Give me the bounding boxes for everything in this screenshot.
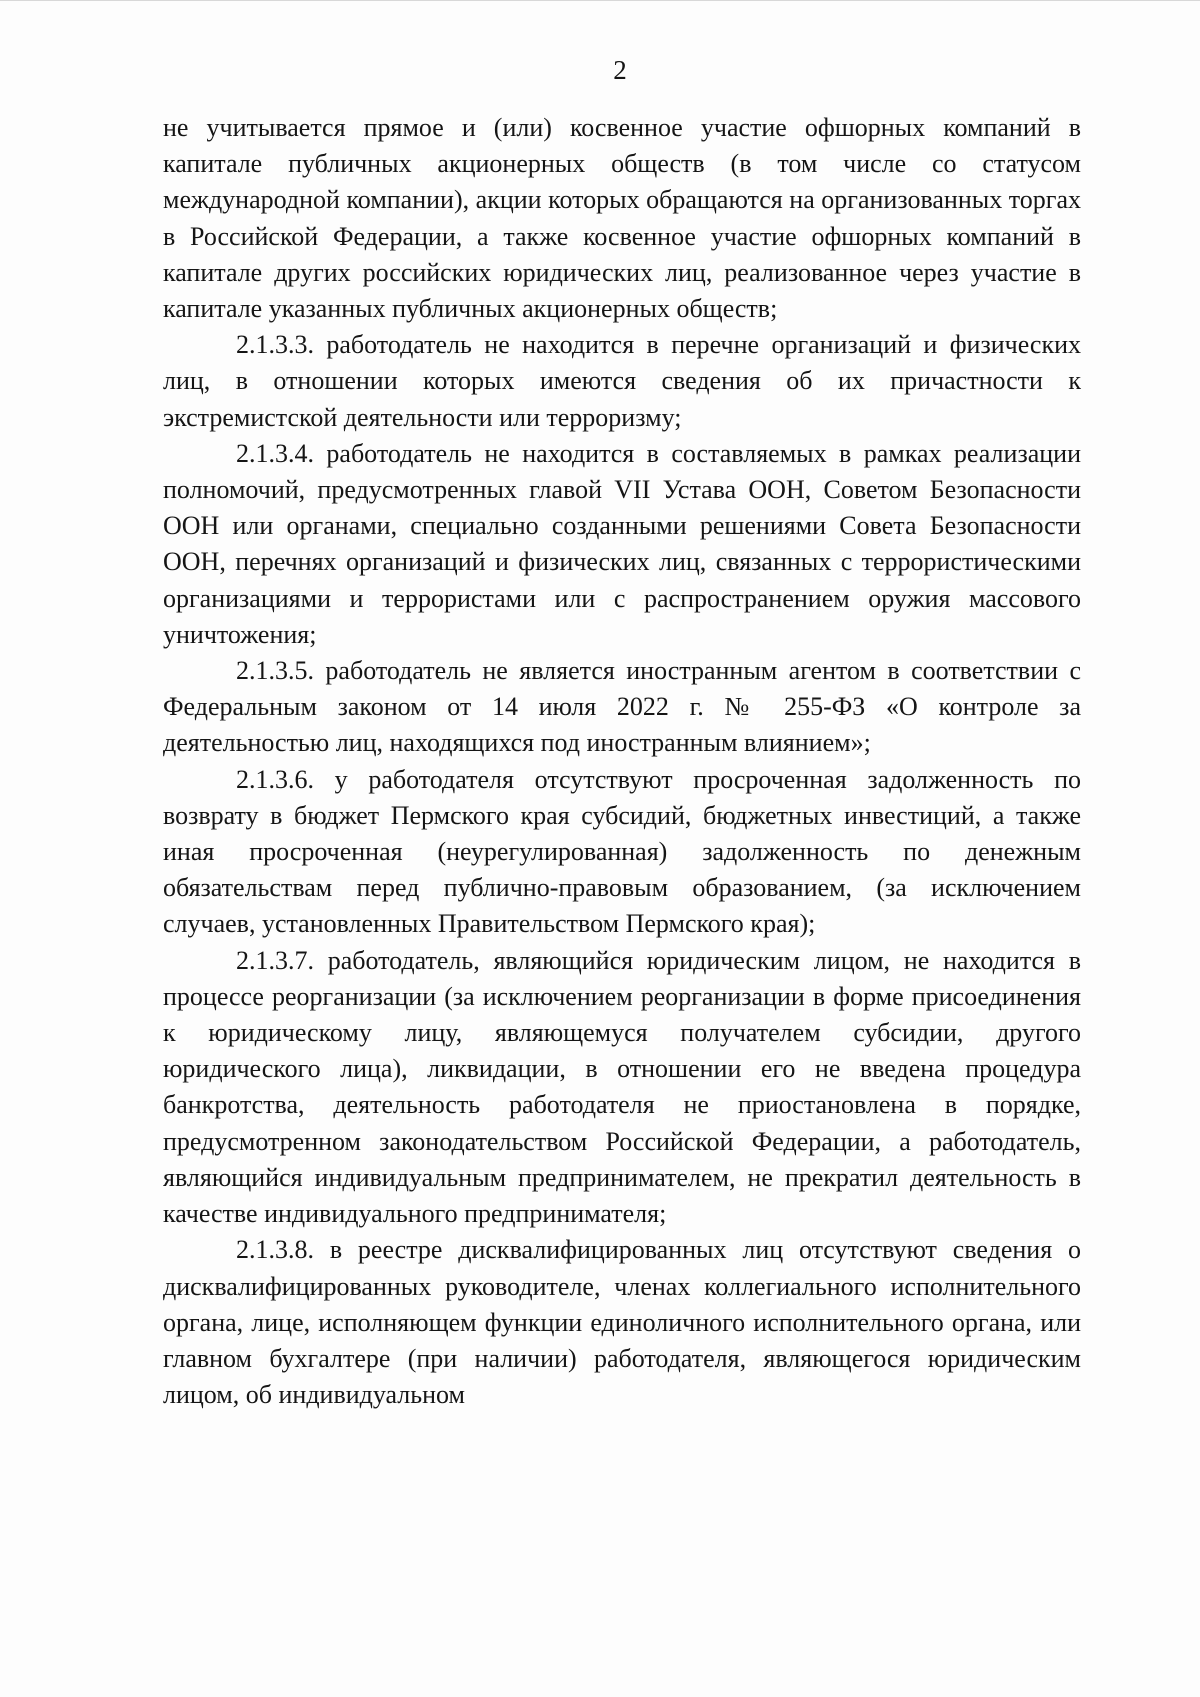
paragraph-2-1-3-8: 2.1.3.8. в реестре дисквалифицированных лиц отсутствуют сведения о дисквалифицированных руководителе, членах коллегиального исполнительного органа, лице, исполняющем функции единоличного исполнительного органа, или главном бухгалтере (при наличии) работодателя, являющегося юридическим лицом, об индивидуальном xyxy=(163,1235,1081,1410)
page-number: 2 xyxy=(613,55,627,85)
paragraph-2-1-3-3: 2.1.3.3. работодатель не находится в перечне организаций и физических лиц, в отношении которых имеются сведения об их причастности к экстремистской деятельности или терроризму; xyxy=(163,330,1081,432)
paragraph-2-1-3-5: 2.1.3.5. работодатель не является иностранным агентом в соответствии с Федеральным законом от 14 июля 2022 г. № 255-ФЗ «О контроле за деятельностью лиц, находящихся под иностранным влиянием»; xyxy=(163,656,1081,758)
scan-edge xyxy=(0,0,1200,1)
paragraph-continuation: не учитывается прямое и (или) косвенное участие офшорных компаний в капитале публичных акционерных обществ (в том числе со статусом международной компании), акции которых обращаются на организованных торгах в Российской Федерации, а также косвенное участие офшорных компаний в капитале других российских юридических лиц, реализованное через участие в капитале указанных публичных акционерных обществ; xyxy=(163,113,1081,324)
paragraph-2-1-3-4: 2.1.3.4. работодатель не находится в составляемых в рамках реализации полномочий, предусмотренных главой VII Устава ООН, Советом Безопасности ООН или органами, специально созданными решениями Совета Безопасности ООН, перечнях организаций и физических лиц, связанных с террористическими организациями и террористами или с распространением оружия массового уничтожения; xyxy=(163,438,1081,649)
paragraph-2-1-3-6: 2.1.3.6. у работодателя отсутствуют просроченная задолженность по возврату в бюджет Пермского края субсидий, бюджетных инвестиций, а также иная просроченная (неурегулированная) задолженность по денежным обязательствам перед публично-правовым образованием, (за исключением случаев, установленных Правительством Пермского края); xyxy=(163,764,1081,939)
paragraph-2-1-3-7: 2.1.3.7. работодатель, являющийся юридическим лицом, не находится в процессе реорганизации (за исключением реорганизации в форме присоединения к юридическому лицу, являющемуся получателем субсидии, другого юридического лица), ликвидации, в отношении его не введена процедура банкротства, деятельность работодателя не приостановлена в порядке, предусмотренном законодательством Российской Федерации, а работодатель, являющийся индивидуальным предпринимателем, не прекратил деятельность в качестве индивидуального предпринимателя; xyxy=(163,945,1081,1229)
document-body xyxy=(163,110,1081,1413)
